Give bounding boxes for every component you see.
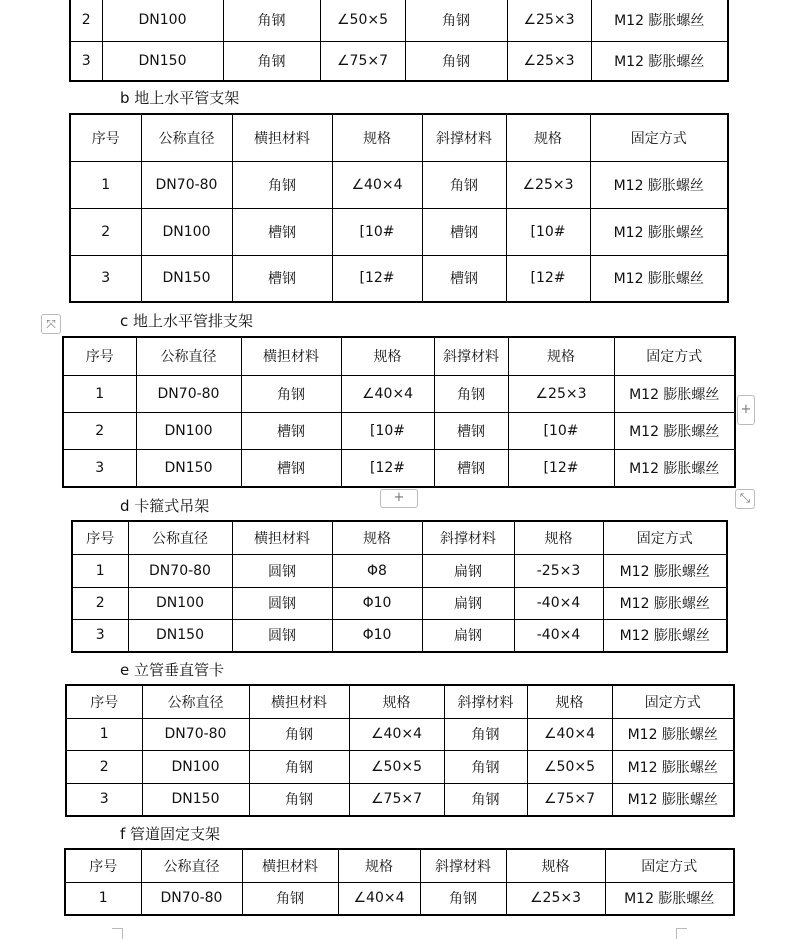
table-cell[interactable]: 圆钢 [232,554,332,587]
table-cell[interactable]: M12 膨胀螺丝 [605,882,734,915]
table-cell[interactable]: DN100 [141,208,232,255]
header-cell[interactable]: 规格 [338,849,420,882]
table-cell[interactable]: 2 [66,750,142,783]
table-caption-b: b 地上水平管支架 [120,89,240,107]
table-cell[interactable]: -40×4 [514,619,603,652]
header-cell[interactable]: 规格 [508,337,614,375]
table-row [72,587,727,619]
table-cell[interactable]: 角钢 [223,41,320,81]
table-cell[interactable]: 槽钢 [241,449,341,487]
table-cell[interactable]: [12# [332,255,422,302]
table-cell[interactable]: M12 膨胀螺丝 [614,375,735,412]
table-row [70,0,728,41]
table-cell[interactable]: ∠40×4 [349,718,444,750]
table-cell[interactable]: DN150 [128,619,232,652]
table-cell[interactable]: 角钢 [422,161,506,208]
table-cell[interactable]: M12 膨胀螺丝 [591,41,728,81]
table-cell[interactable]: 角钢 [405,0,507,41]
header-cell[interactable]: 规格 [527,685,612,718]
table-cell[interactable]: 3 [63,449,136,487]
table-cell[interactable]: M12 膨胀螺丝 [612,783,734,816]
table-cell[interactable]: 圆钢 [232,619,332,652]
spec-table-e [65,684,735,817]
header-cell[interactable]: 规格 [506,114,590,161]
table-row [70,161,728,208]
table-cell[interactable]: 角钢 [249,750,349,783]
table-cell[interactable]: 扁钢 [422,587,514,619]
table-row [70,41,728,81]
table-cell[interactable]: Φ10 [332,587,422,619]
table-cell[interactable]: [10# [506,208,590,255]
header-cell[interactable]: 固定方式 [603,521,727,554]
table-move-handle-icon[interactable]: ⤧ [41,314,61,334]
table-cell[interactable]: 角钢 [249,718,349,750]
table-caption-f: f 管道固定支架 [120,825,221,843]
table-cell[interactable]: 角钢 [444,750,527,783]
table-cell[interactable]: DN70-80 [142,718,249,750]
add-row-icon[interactable]: + [380,489,418,508]
table-cell[interactable]: 圆钢 [232,587,332,619]
table-cell[interactable]: ∠75×7 [527,783,612,816]
table-cell[interactable]: ∠50×5 [320,0,405,41]
table-cell[interactable]: 槽钢 [232,208,332,255]
table-header-row [63,337,735,375]
table-row [70,255,728,302]
table-cell[interactable]: M12 膨胀螺丝 [590,161,728,208]
page-corner-mark-left [112,928,123,939]
table-cell[interactable]: 角钢 [434,375,508,412]
header-cell[interactable]: 规格 [341,337,434,375]
table-cell[interactable]: 槽钢 [434,412,508,449]
table-cell[interactable]: DN150 [142,783,249,816]
table-row [66,783,734,816]
table-cell[interactable]: 3 [70,255,141,302]
header-cell[interactable]: 公称直径 [141,849,242,882]
table-cell[interactable]: DN150 [141,255,232,302]
table-cell[interactable]: 1 [66,718,142,750]
table-header-row [65,849,734,882]
table-cell[interactable]: [10# [332,208,422,255]
table-cell[interactable]: M12 膨胀螺丝 [590,208,728,255]
table-row [63,449,735,487]
table-cell[interactable]: ∠25×3 [506,882,605,915]
table-cell[interactable]: ∠40×4 [341,375,434,412]
table-cell[interactable]: [10# [508,412,614,449]
header-cell[interactable]: 序号 [72,521,128,554]
table-header-row [66,685,734,718]
table-cell[interactable]: 角钢 [444,718,527,750]
header-cell[interactable]: 斜撑材料 [444,685,527,718]
table-cell[interactable]: [12# [506,255,590,302]
table-cell[interactable]: M12 膨胀螺丝 [603,554,727,587]
table-cell[interactable]: DN70-80 [128,554,232,587]
table-cell[interactable]: DN150 [102,41,223,81]
table-cell[interactable]: [10# [341,412,434,449]
table-cell[interactable]: ∠40×4 [338,882,420,915]
header-cell[interactable]: 规格 [506,849,605,882]
header-cell[interactable]: 固定方式 [614,337,735,375]
header-cell[interactable]: 公称直径 [136,337,241,375]
table-cell[interactable]: ∠25×3 [506,161,590,208]
table-cell[interactable]: DN150 [136,449,241,487]
table-caption-e: e 立管垂直管卡 [120,661,224,679]
table-cell[interactable]: M12 膨胀螺丝 [603,619,727,652]
header-cell[interactable]: 横担材料 [232,521,332,554]
table-cell[interactable]: 角钢 [242,882,338,915]
table-caption-d: d 卡箍式吊架 [120,497,210,515]
table-cell[interactable]: M12 膨胀螺丝 [590,255,728,302]
table-cell[interactable]: M12 膨胀螺丝 [612,750,734,783]
table-row [72,619,727,652]
table-cell[interactable]: M12 膨胀螺丝 [603,587,727,619]
header-cell[interactable]: 序号 [70,114,141,161]
table-cell[interactable]: [12# [341,449,434,487]
header-cell[interactable]: 序号 [66,685,142,718]
table-row [65,882,734,915]
table-cell[interactable]: ∠25×3 [507,0,591,41]
table-row [66,750,734,783]
table-cell[interactable]: DN100 [142,750,249,783]
table-cell[interactable]: ∠50×5 [349,750,444,783]
table-cell[interactable]: 2 [70,208,141,255]
table-cell[interactable]: 槽钢 [241,412,341,449]
table-row [63,412,735,449]
table-header-row [70,114,728,161]
table-cell[interactable]: ∠40×4 [332,161,422,208]
table-cell[interactable]: 角钢 [232,161,332,208]
table-cell[interactable]: DN100 [136,412,241,449]
table-cell[interactable]: 扁钢 [422,619,514,652]
header-cell[interactable]: 斜撑材料 [434,337,508,375]
table-cell[interactable]: ∠75×7 [320,41,405,81]
table-cell[interactable]: DN100 [128,587,232,619]
table-cell[interactable]: Φ8 [332,554,422,587]
table-cell[interactable]: 2 [70,0,102,41]
table-row [70,208,728,255]
table-cell[interactable]: Φ10 [332,619,422,652]
table-cell[interactable]: 3 [72,619,128,652]
header-cell[interactable]: 固定方式 [612,685,734,718]
header-cell[interactable]: 固定方式 [590,114,728,161]
table-cell[interactable]: DN70-80 [141,882,242,915]
spec-table-f [64,848,735,916]
header-cell[interactable]: 规格 [349,685,444,718]
table-cell[interactable]: 1 [65,882,141,915]
table-cell[interactable]: 角钢 [420,882,506,915]
header-cell[interactable]: 序号 [63,337,136,375]
table-cell[interactable]: ∠40×4 [527,718,612,750]
table-cell[interactable]: ∠75×7 [349,783,444,816]
header-cell[interactable]: 横担材料 [242,849,338,882]
table-row [72,554,727,587]
header-cell[interactable]: 固定方式 [605,849,734,882]
spec-table-a [69,0,729,82]
table-cell[interactable]: 角钢 [444,783,527,816]
table-cell[interactable]: 槽钢 [422,208,506,255]
table-cell[interactable]: DN100 [102,0,223,41]
table-header-row [72,521,727,554]
header-cell[interactable]: 斜撑材料 [422,114,506,161]
header-cell[interactable]: 横担材料 [249,685,349,718]
table-cell[interactable]: 槽钢 [422,255,506,302]
header-cell[interactable]: 横担材料 [241,337,341,375]
table-cell[interactable]: 槽钢 [232,255,332,302]
table-cell[interactable]: ∠25×3 [508,375,614,412]
header-cell[interactable]: 规格 [514,521,603,554]
table-cell[interactable]: ∠25×3 [507,41,591,81]
spec-table-c [62,336,736,488]
header-cell[interactable]: 规格 [332,521,422,554]
table-row [66,718,734,750]
header-cell[interactable]: 斜撑材料 [420,849,506,882]
table-cell[interactable]: 2 [72,587,128,619]
page-corner-mark-right [676,928,687,939]
header-cell[interactable]: 公称直径 [128,521,232,554]
add-column-icon[interactable]: + [737,395,755,425]
table-cell[interactable]: DN70-80 [136,375,241,412]
table-cell[interactable]: M12 膨胀螺丝 [614,412,735,449]
header-cell[interactable]: 公称直径 [141,114,232,161]
table-cell[interactable]: ∠50×5 [527,750,612,783]
table-cell[interactable]: [12# [508,449,614,487]
table-resize-icon[interactable]: ⤡ [735,489,755,509]
table-cell[interactable]: M12 膨胀螺丝 [614,449,735,487]
table-cell[interactable]: 角钢 [249,783,349,816]
table-cell[interactable]: 1 [63,375,136,412]
table-cell[interactable]: 角钢 [241,375,341,412]
header-cell[interactable]: 公称直径 [142,685,249,718]
spec-table-d [71,520,728,653]
header-cell[interactable]: 横担材料 [232,114,332,161]
table-cell[interactable]: M12 膨胀螺丝 [612,718,734,750]
table-cell[interactable]: 扁钢 [422,554,514,587]
table-cell[interactable]: DN70-80 [141,161,232,208]
table-caption-c: c 地上水平管排支架 [120,312,254,330]
header-cell[interactable]: 斜撑材料 [422,521,514,554]
table-cell[interactable]: 1 [72,554,128,587]
table-cell[interactable]: -25×3 [514,554,603,587]
table-cell[interactable]: 2 [63,412,136,449]
header-cell[interactable]: 序号 [65,849,141,882]
table-cell[interactable]: M12 膨胀螺丝 [591,0,728,41]
table-cell[interactable]: 槽钢 [434,449,508,487]
header-cell[interactable]: 规格 [332,114,422,161]
table-cell[interactable]: 1 [70,161,141,208]
table-cell[interactable]: 3 [70,41,102,81]
table-cell[interactable]: 3 [66,783,142,816]
table-cell[interactable]: -40×4 [514,587,603,619]
spec-table-b [69,113,729,303]
table-row [63,375,735,412]
table-cell[interactable]: 角钢 [405,41,507,81]
table-cell[interactable]: 角钢 [223,0,320,41]
